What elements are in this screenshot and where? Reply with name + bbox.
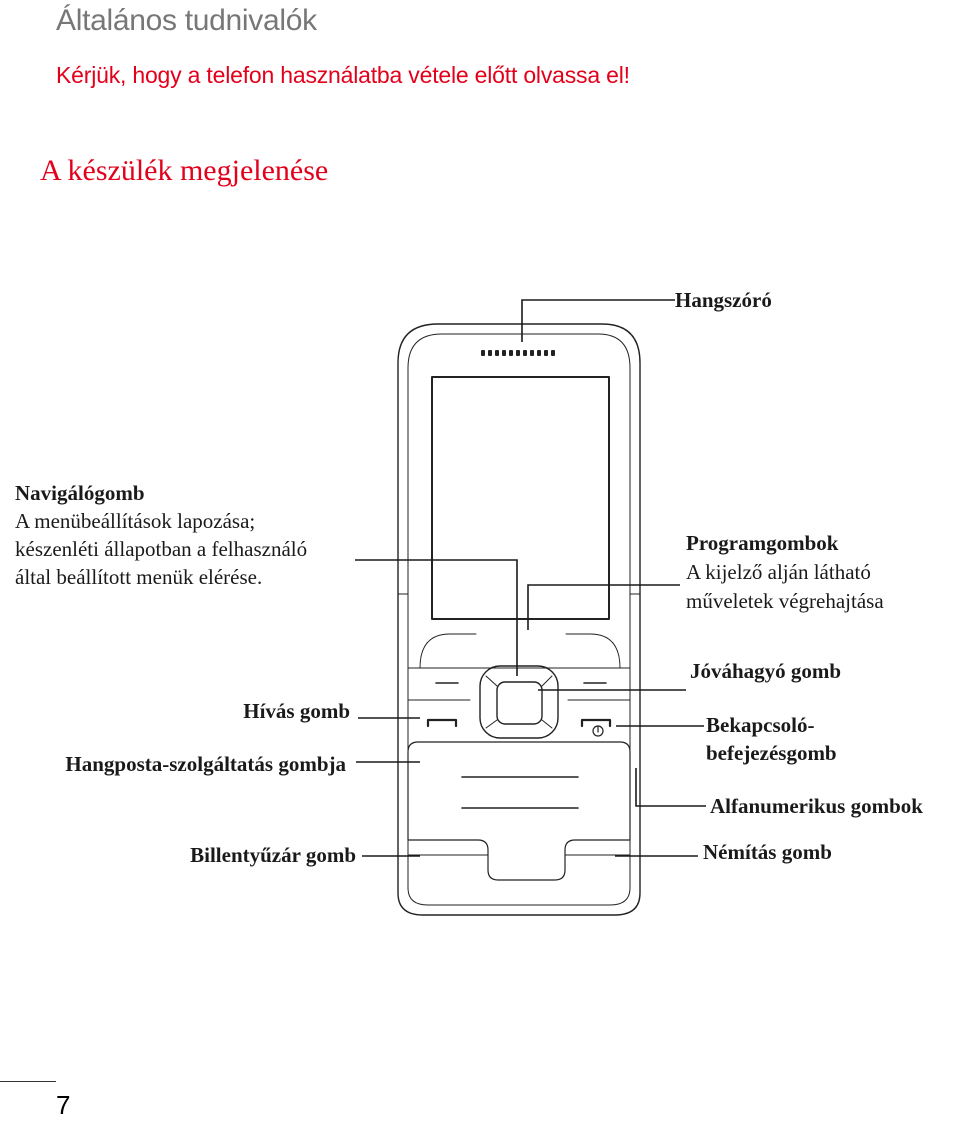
leader-speaker bbox=[522, 300, 675, 342]
navigation-key bbox=[480, 666, 558, 738]
speaker-grille bbox=[481, 350, 555, 356]
label-softkeys-desc-1: A kijelző alján látható bbox=[686, 560, 871, 584]
section-title: Általános tudnivalók bbox=[56, 4, 317, 37]
label-keylock-key: Billentyűzár gomb bbox=[190, 843, 356, 867]
label-navigation-key: Navigálógomb bbox=[15, 481, 145, 505]
label-power-key-1: Bekapcsoló- bbox=[706, 713, 815, 737]
subsection-title: A készülék megjelenése bbox=[40, 154, 329, 187]
alphanumeric-keypad bbox=[408, 742, 630, 880]
label-call-key: Hívás gomb bbox=[243, 699, 350, 723]
read-first-warning: Kérjük, hogy a telefon használatba vétele előtt olvassa el! bbox=[56, 62, 630, 88]
label-confirm-key: Jóváhagyó gomb bbox=[690, 659, 842, 683]
label-mute-key: Némítás gomb bbox=[703, 840, 832, 864]
end-key-mark bbox=[582, 720, 610, 726]
leader-alnum bbox=[636, 768, 706, 806]
label-navigation-desc-1: A menübeállítások lapozása; bbox=[15, 509, 256, 533]
label-softkeys-desc-2: műveletek végrehajtása bbox=[686, 589, 884, 613]
softkey-left bbox=[420, 634, 476, 668]
label-power-key-2: befejezésgomb bbox=[706, 741, 837, 765]
label-softkeys: Programgombok bbox=[686, 531, 839, 555]
call-key-mark bbox=[428, 720, 456, 726]
label-navigation-desc-2: készenléti állapotban a felhasználó bbox=[15, 537, 308, 561]
label-navigation-desc-3: által beállított menük elérése. bbox=[15, 565, 263, 589]
label-speaker: Hangszóró bbox=[675, 288, 772, 312]
confirm-key bbox=[497, 682, 542, 724]
page-number: 7 bbox=[56, 1090, 71, 1120]
display-screen bbox=[432, 377, 609, 619]
softkey-right bbox=[566, 634, 620, 668]
footer-rule bbox=[0, 1081, 56, 1082]
label-voicemail-key: Hangposta-szolgáltatás gombja bbox=[65, 752, 346, 776]
label-alphanumeric-keys: Alfanumerikus gombok bbox=[710, 794, 923, 818]
leader-softkeys bbox=[528, 585, 680, 630]
